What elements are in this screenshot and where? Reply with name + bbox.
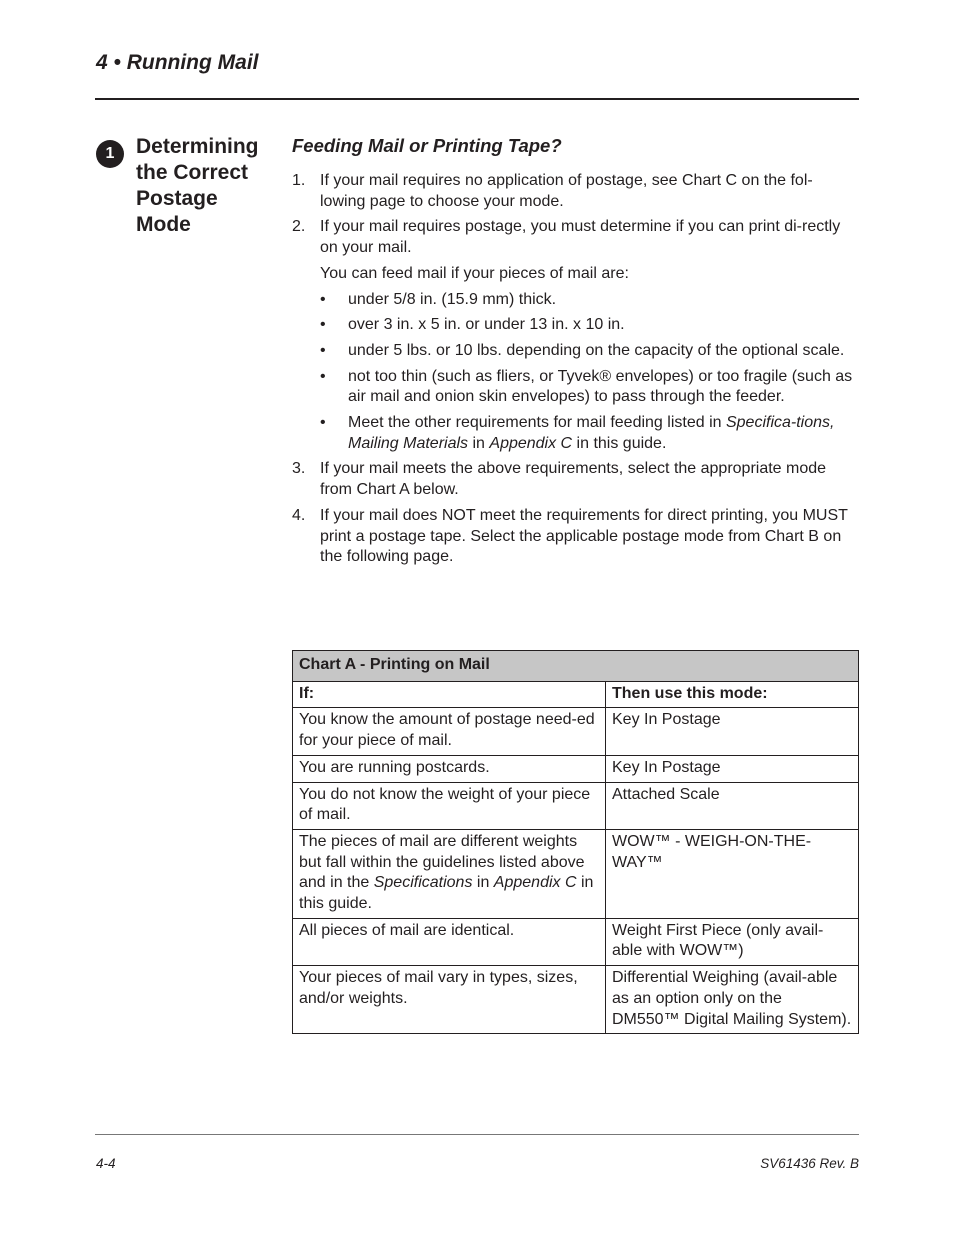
table-row [293,708,859,755]
table-title-row [293,651,859,682]
list-number: 3. [292,460,306,478]
step-number-badge: 1 [96,140,124,168]
bullet-dot: • [320,290,326,308]
header-divider [95,98,859,100]
list-sub-paragraph: You can feed mail if your pieces of mail are: [320,264,629,282]
list-item [292,506,858,568]
bullet-text: under 5 lbs. or 10 lbs. depending on the capacity of the optional scale. [348,341,845,359]
bullet-text-part: Meet the other requirements for mail feeding listed in [348,414,726,432]
bullet-text: under 5/8 in. (15.9 mm) thick. [348,290,557,308]
mode-cell: WOW™ - WEIGH-ON-THE-WAY™ [606,829,859,918]
list-number: 2. [292,218,306,236]
mode-cell: Differential Weighing (avail-able as an option only on the DM550™ Digital Mailing System). [606,966,859,1034]
bullet-text-part: in [468,434,490,452]
condition-text-part: in [472,874,494,892]
document-revision: SV61436 Rev. B [760,1156,859,1171]
list-item [292,459,858,500]
section-side-heading: Determining the Correct Postage Mode [136,135,259,236]
bullet-item [292,367,858,408]
column-header-if: If: [293,681,606,708]
list-item-text: If your mail requires no application of postage, see Chart C on the fol-lowing page to choose your mode. [320,172,813,210]
condition-cell: You know the amount of postage need-ed for your piece of mail. [293,708,606,755]
bullet-text: not too thin (such as fliers, or Tyvek® envelopes) or too fragile (such as air mail and onion skin envelopes) to pass through the feeder. [348,367,853,406]
table-row [293,782,859,829]
condition-cell: You do not know the weight of your piece of mail. [293,782,606,829]
list-item-text: If your mail meets the above requirements, select the appropriate mode from Chart A below. [320,460,827,499]
chapter-header: 4 • Running Mail [96,51,259,74]
bullet-text [348,414,834,452]
bullet-item [292,290,858,311]
list-item [292,171,858,212]
mode-cell: Weight First Piece (only avail-able with WOW™) [606,918,859,965]
condition-cell: You are running postcards. [293,755,606,782]
table-row [293,829,859,918]
list-item-text: If your mail does NOT meet the requirements for direct printing, you MUST print a postage tape. Select the applicable postage mode from Chart B on the following page. [320,506,848,566]
chart-a-table [292,650,859,1034]
mode-cell: Key In Postage [606,708,859,755]
bullet-text: over 3 in. x 5 in. or under 13 in. x 10 in. [348,316,625,334]
bullet-dot: • [320,414,326,432]
table-title: Chart A - Printing on Mail [293,651,859,682]
list-number: 1. [292,172,306,189]
condition-text-part: The pieces of mail are different weights but fall within the guidelines listed above and in the [299,832,585,892]
bullet-dot: • [320,316,326,334]
bullet-dot: • [320,367,326,385]
list-number: 4. [292,506,306,524]
condition-cell [293,829,606,918]
table-header-row [293,681,859,708]
bullet-item [292,413,858,454]
section-title: Feeding Mail or Printing Tape? [292,135,562,156]
reference-specifications: Specifications [373,874,473,892]
bullet-dot: • [320,341,326,359]
condition-text-part: in this guide. [299,874,594,913]
page-number: 4-4 [96,1156,116,1171]
reference-appendix: Appendix C [489,434,573,452]
condition-cell: All pieces of mail are identical. [293,918,606,965]
table-row [293,918,859,965]
table-row [293,755,859,782]
reference-specifications: Specifica-tions, Mailing Materials [348,414,835,452]
mode-cell: Key In Postage [606,755,859,782]
list-item [292,217,858,258]
reference-appendix: Appendix C [493,874,577,892]
column-header-mode: Then use this mode: [606,681,859,708]
condition-cell: Your pieces of mail vary in types, sizes, and/or weights. [293,966,606,1034]
footer-divider [95,1134,859,1135]
list-item-text: If your mail requires postage, you must determine if you can print di-rectly on your mail. [320,218,841,257]
main-content [292,135,858,573]
bullet-text-part: in this guide. [572,434,667,452]
bullet-item [292,341,858,362]
bullet-item [292,315,858,336]
table-row [293,966,859,1034]
mode-cell: Attached Scale [606,782,859,829]
